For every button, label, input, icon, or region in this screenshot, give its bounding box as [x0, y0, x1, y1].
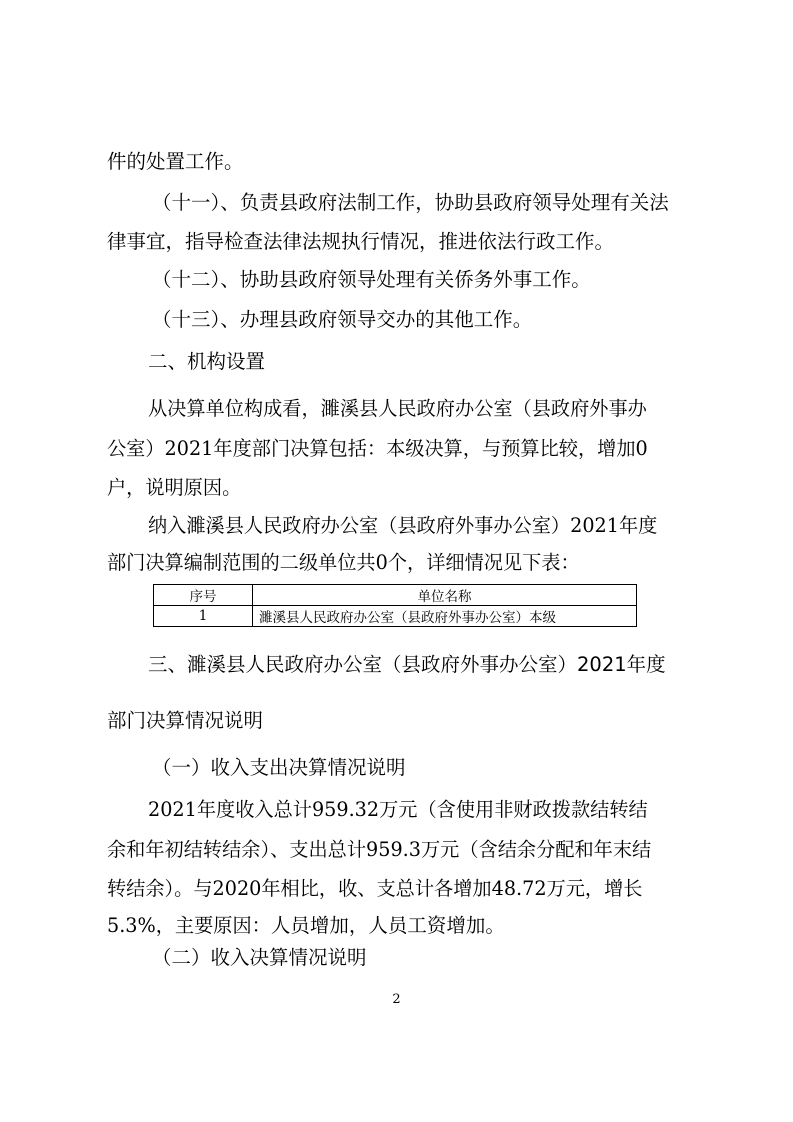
page-number: 2: [392, 992, 401, 1007]
paragraph-line: 从决算单位构成看，濉溪县人民政府办公室（县政府外事办: [148, 397, 647, 420]
paragraph-line: 转结余）。与2020年相比，收、支总计各增加48.72万元，增长: [107, 877, 643, 900]
paragraph-line: 纳入濉溪县人民政府办公室（县政府外事办公室）2021年度: [148, 514, 658, 537]
paragraph-line: 律事宜，指导检查法律法规执行情况，推进依法行政工作。: [107, 230, 615, 253]
paragraph-line: 件的处置工作。: [107, 150, 244, 173]
paragraph-line: [107, 916, 505, 936]
table-row: [154, 606, 637, 627]
paragraph-line: （十一）、负责县政府法制工作，协助县政府领导处理有关法: [152, 191, 669, 214]
table-cell: 1: [154, 606, 253, 627]
table-header-row: [154, 585, 637, 606]
paragraph-line: 2021年度收入总计959.32万元（含使用非财政拨款结转结: [148, 798, 648, 821]
table-header-cell: 单位名称: [253, 585, 637, 606]
paragraph-line: （十二）、协助县政府领导处理有关侨务外事工作。: [152, 268, 591, 291]
paragraph-text: 人员增加，人员工资增加。: [270, 914, 505, 937]
subsection-heading: （二）收入决算情况说明: [152, 946, 367, 969]
paragraph-text: 5.3%，主要原因：: [107, 914, 271, 937]
table-cell: 濉溪县人民政府办公室（县政府外事办公室）本级: [253, 606, 637, 627]
units-table: [153, 584, 637, 627]
paragraph-line: 余和年初结转结余）、支出总计959.3万元（含结余分配和年末结: [107, 838, 652, 861]
section-heading: 部门决算情况说明: [107, 709, 264, 732]
paragraph-line: 户，说明原因。: [107, 476, 242, 499]
paragraph-line: 部门决算编制范围的二级单位共0个，详细情况见下表：: [107, 551, 580, 574]
section-heading: 二、机构设置: [148, 350, 266, 373]
subsection-heading: （一）收入支出决算情况说明: [152, 756, 406, 779]
section-heading: 三、濉溪县人民政府办公室（县政府外事办公室）2021年度: [148, 653, 666, 676]
paragraph-line: （十三）、办理县政府领导交办的其他工作。: [152, 308, 533, 331]
table-header-cell: 序号: [154, 585, 253, 606]
paragraph-line: 公室）2021年度部门决算包括：本级决算，与预算比较，增加0: [107, 437, 648, 460]
